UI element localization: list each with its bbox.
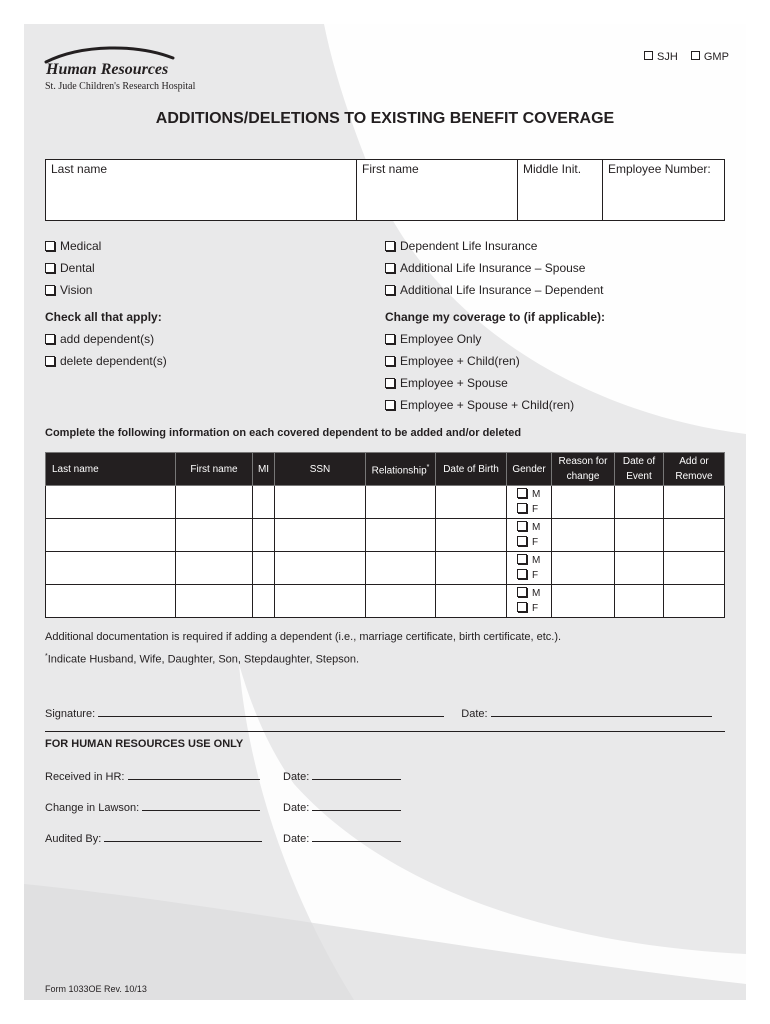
cell-dob[interactable] <box>436 552 507 585</box>
checkbox-icon <box>691 51 700 60</box>
cell-event[interactable] <box>615 486 664 519</box>
audited-label: Audited By: <box>45 833 102 845</box>
cell-reason[interactable] <box>552 552 615 585</box>
checkbox-icon <box>45 241 55 251</box>
cell-last-name[interactable] <box>46 486 176 519</box>
cell-reason[interactable] <box>552 486 615 519</box>
cell-mi[interactable] <box>253 486 275 519</box>
cell-last-name[interactable] <box>46 519 176 552</box>
table-row <box>46 486 725 519</box>
received-label: Received in HR: <box>45 771 125 783</box>
cell-add-remove[interactable] <box>664 486 725 519</box>
cell-mi[interactable] <box>253 585 275 618</box>
checkbox-icon <box>517 569 527 579</box>
dependents-table <box>45 452 725 618</box>
checkbox-icon <box>644 51 653 60</box>
change-coverage-section <box>385 306 605 416</box>
gender-m[interactable]: M <box>517 553 551 568</box>
received-date-line[interactable] <box>312 769 401 780</box>
checkbox-icon <box>517 488 527 498</box>
facility-sjh[interactable]: SJH <box>644 51 678 63</box>
cell-event[interactable] <box>615 519 664 552</box>
gender-m[interactable]: M <box>517 487 551 502</box>
coverage-types-right <box>385 235 603 301</box>
cell-add-remove[interactable] <box>664 552 725 585</box>
option-delete-dependents[interactable]: delete dependent(s) <box>45 350 167 372</box>
coverage-dependent-life[interactable]: Dependent Life Insurance <box>385 235 603 257</box>
documentation-note: Additional documentation is required if adding a dependent (i.e., marriage certificate, birth certificate, etc.). <box>45 631 562 643</box>
first-name-field[interactable]: First name <box>357 160 518 221</box>
cell-relationship[interactable] <box>366 552 436 585</box>
option-employee-children[interactable]: Employee + Child(ren) <box>385 350 605 372</box>
coverage-medical[interactable]: Medical <box>45 235 101 257</box>
hr-divider <box>45 731 725 732</box>
coverage-additional-life-dependent[interactable]: Additional Life Insurance – Dependent <box>385 279 603 301</box>
cell-gender <box>507 552 552 585</box>
dependents-instruction: Complete the following information on each covered dependent to be added and/or deleted <box>45 427 522 439</box>
option-add-dependents[interactable]: add dependent(s) <box>45 328 167 350</box>
option-employee-spouse-children[interactable]: Employee + Spouse + Child(ren) <box>385 394 605 416</box>
coverage-additional-life-spouse[interactable]: Additional Life Insurance – Spouse <box>385 257 603 279</box>
cell-ssn[interactable] <box>275 519 366 552</box>
table-row <box>46 585 725 618</box>
cell-first-name[interactable] <box>176 552 253 585</box>
signature-date-label: Date: <box>461 708 488 720</box>
check-all-section <box>45 306 167 372</box>
table-row <box>46 552 725 585</box>
col-relationship: Relationship* <box>366 453 436 486</box>
hr-lawson-date-row <box>283 800 401 814</box>
checkbox-icon <box>385 400 395 410</box>
cell-reason[interactable] <box>552 585 615 618</box>
checkbox-icon <box>517 602 527 612</box>
change-coverage-heading: Change my coverage to (if applicable): <box>385 310 606 324</box>
cell-dob[interactable] <box>436 486 507 519</box>
cell-last-name[interactable] <box>46 552 176 585</box>
option-employee-only[interactable]: Employee Only <box>385 328 605 350</box>
col-date-of-event: Date of Event <box>615 453 664 486</box>
check-all-heading: Check all that apply: <box>45 310 162 324</box>
middle-init-field[interactable]: Middle Init. <box>518 160 603 221</box>
cell-event[interactable] <box>615 585 664 618</box>
signature-label: Signature: <box>45 708 96 720</box>
cell-mi[interactable] <box>253 519 275 552</box>
cell-reason[interactable] <box>552 519 615 552</box>
cell-add-remove[interactable] <box>664 519 725 552</box>
facility-options <box>644 51 729 63</box>
cell-relationship[interactable] <box>366 585 436 618</box>
dependents-header-row <box>46 453 725 486</box>
logo-title: Human Resources <box>46 61 169 78</box>
gender-f[interactable]: F <box>517 568 551 583</box>
lawson-date-label: Date: <box>283 802 310 814</box>
checkbox-icon <box>385 378 395 388</box>
coverage-vision[interactable]: Vision <box>45 279 101 301</box>
cell-gender <box>507 486 552 519</box>
cell-first-name[interactable] <box>176 519 253 552</box>
hr-audited-row <box>45 831 262 845</box>
signature-date-line[interactable] <box>491 706 712 717</box>
cell-relationship[interactable] <box>366 519 436 552</box>
employee-info-table <box>45 159 725 221</box>
cell-first-name[interactable] <box>176 585 253 618</box>
cell-ssn[interactable] <box>275 585 366 618</box>
col-gender: Gender <box>507 453 552 486</box>
col-last-name: Last name <box>46 453 176 486</box>
facility-gmp[interactable]: GMP <box>691 51 729 63</box>
checkbox-icon <box>385 285 395 295</box>
checkbox-icon <box>517 536 527 546</box>
gender-m[interactable]: M <box>517 586 551 601</box>
checkbox-icon <box>385 263 395 273</box>
checkbox-icon <box>517 587 527 597</box>
received-date-label: Date: <box>283 771 310 783</box>
logo-subtitle: St. Jude Children's Research Hospital <box>45 81 196 92</box>
gender-f[interactable]: F <box>517 601 551 616</box>
checkbox-icon <box>45 285 55 295</box>
relationship-note: *Indicate Husband, Wife, Daughter, Son, Stepdaughter, Stepson. <box>45 653 359 666</box>
hr-audited-date-row <box>283 831 401 845</box>
hr-received-date-row <box>283 769 401 783</box>
employee-number-field[interactable]: Employee Number: <box>603 160 725 221</box>
cell-dob[interactable] <box>436 585 507 618</box>
form-title: ADDITIONS/DELETIONS TO EXISTING BENEFIT COVERAGE <box>155 110 615 127</box>
col-first-name: First name <box>176 453 253 486</box>
gender-m[interactable]: M <box>517 520 551 535</box>
checkbox-icon <box>385 356 395 366</box>
col-reason: Reason for change <box>552 453 615 486</box>
coverage-dental[interactable]: Dental <box>45 257 101 279</box>
lawson-line[interactable] <box>142 800 260 811</box>
checkbox-icon <box>517 554 527 564</box>
received-line[interactable] <box>128 769 260 780</box>
audited-date-label: Date: <box>283 833 310 845</box>
checkbox-icon <box>45 334 55 344</box>
col-ssn: SSN <box>275 453 366 486</box>
form-id: Form 1033OE Rev. 10/13 <box>45 984 147 994</box>
option-employee-spouse[interactable]: Employee + Spouse <box>385 372 605 394</box>
cell-last-name[interactable] <box>46 585 176 618</box>
cell-gender <box>507 585 552 618</box>
checkbox-icon <box>385 241 395 251</box>
hr-received-row <box>45 769 260 783</box>
cell-ssn[interactable] <box>275 552 366 585</box>
audited-line[interactable] <box>104 831 262 842</box>
checkbox-icon <box>45 263 55 273</box>
signature-row <box>45 706 712 720</box>
col-mi: MI <box>253 453 275 486</box>
lawson-date-line[interactable] <box>312 800 401 811</box>
cell-add-remove[interactable] <box>664 585 725 618</box>
cell-event[interactable] <box>615 552 664 585</box>
cell-relationship[interactable] <box>366 486 436 519</box>
col-add-remove: Add or Remove <box>664 453 725 486</box>
gender-f[interactable]: F <box>517 535 551 550</box>
cell-ssn[interactable] <box>275 486 366 519</box>
cell-mi[interactable] <box>253 552 275 585</box>
cell-first-name[interactable] <box>176 486 253 519</box>
last-name-field[interactable]: Last name <box>46 160 357 221</box>
cell-dob[interactable] <box>436 519 507 552</box>
audited-date-line[interactable] <box>312 831 401 842</box>
lawson-label: Change in Lawson: <box>45 802 140 814</box>
coverage-types-left <box>45 235 101 301</box>
checkbox-icon <box>385 334 395 344</box>
gender-f[interactable]: F <box>517 502 551 517</box>
form-page <box>24 24 746 1000</box>
hr-heading: FOR HUMAN RESOURCES USE ONLY <box>45 738 244 750</box>
checkbox-icon <box>517 503 527 513</box>
cell-gender <box>507 519 552 552</box>
hr-lawson-row <box>45 800 260 814</box>
table-row <box>46 519 725 552</box>
col-date-of-birth: Date of Birth <box>436 453 507 486</box>
signature-line[interactable] <box>98 706 444 717</box>
checkbox-icon <box>517 521 527 531</box>
checkbox-icon <box>45 356 55 366</box>
